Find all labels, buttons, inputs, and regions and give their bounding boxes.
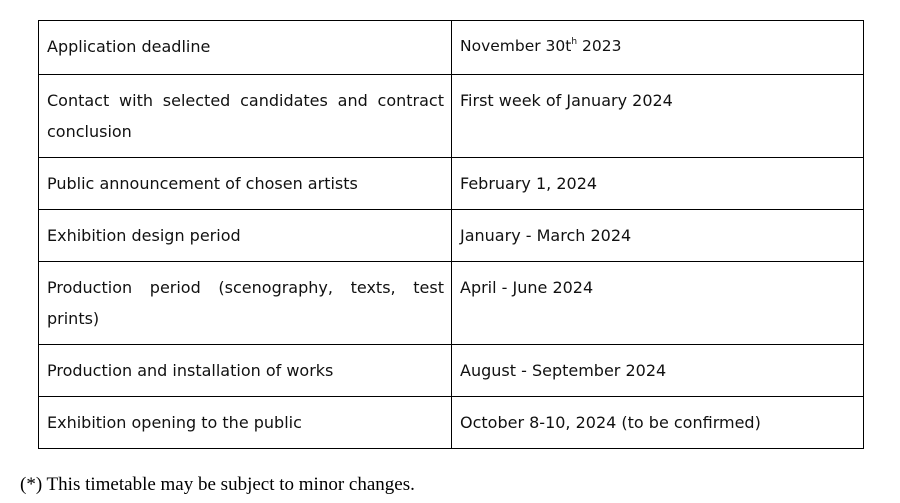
- date-cell: January - March 2024: [452, 210, 864, 262]
- event-cell: Exhibition opening to the public: [39, 397, 452, 449]
- event-cell: Application deadline: [39, 21, 452, 75]
- table-row: [39, 158, 864, 210]
- table-row: [39, 397, 864, 449]
- date-cell: First week of January 2024: [452, 75, 864, 158]
- event-cell: Contact with selected candidates and contract conclusion: [39, 75, 452, 158]
- date-cell: [452, 21, 864, 75]
- footnote: (*) This timetable may be subject to minor changes.: [20, 474, 415, 495]
- event-cell: Public announcement of chosen artists: [39, 158, 452, 210]
- date-text: November 30t: [460, 37, 572, 55]
- date-year: 2023: [577, 37, 622, 55]
- table-row: [39, 262, 864, 345]
- date-cell: August - September 2024: [452, 345, 864, 397]
- date-cell: October 8-10, 2024 (to be confirmed): [452, 397, 864, 449]
- table-row: [39, 21, 864, 75]
- date-superscript: h: [571, 37, 578, 47]
- table-row: [39, 210, 864, 262]
- table-row: [39, 75, 864, 158]
- table-row: [39, 345, 864, 397]
- event-cell: Production and installation of works: [39, 345, 452, 397]
- timetable: [38, 20, 864, 449]
- date-cell: February 1, 2024: [452, 158, 864, 210]
- date-cell: April - June 2024: [452, 262, 864, 345]
- event-cell: Production period (scenography, texts, test prints): [39, 262, 452, 345]
- event-cell: Exhibition design period: [39, 210, 452, 262]
